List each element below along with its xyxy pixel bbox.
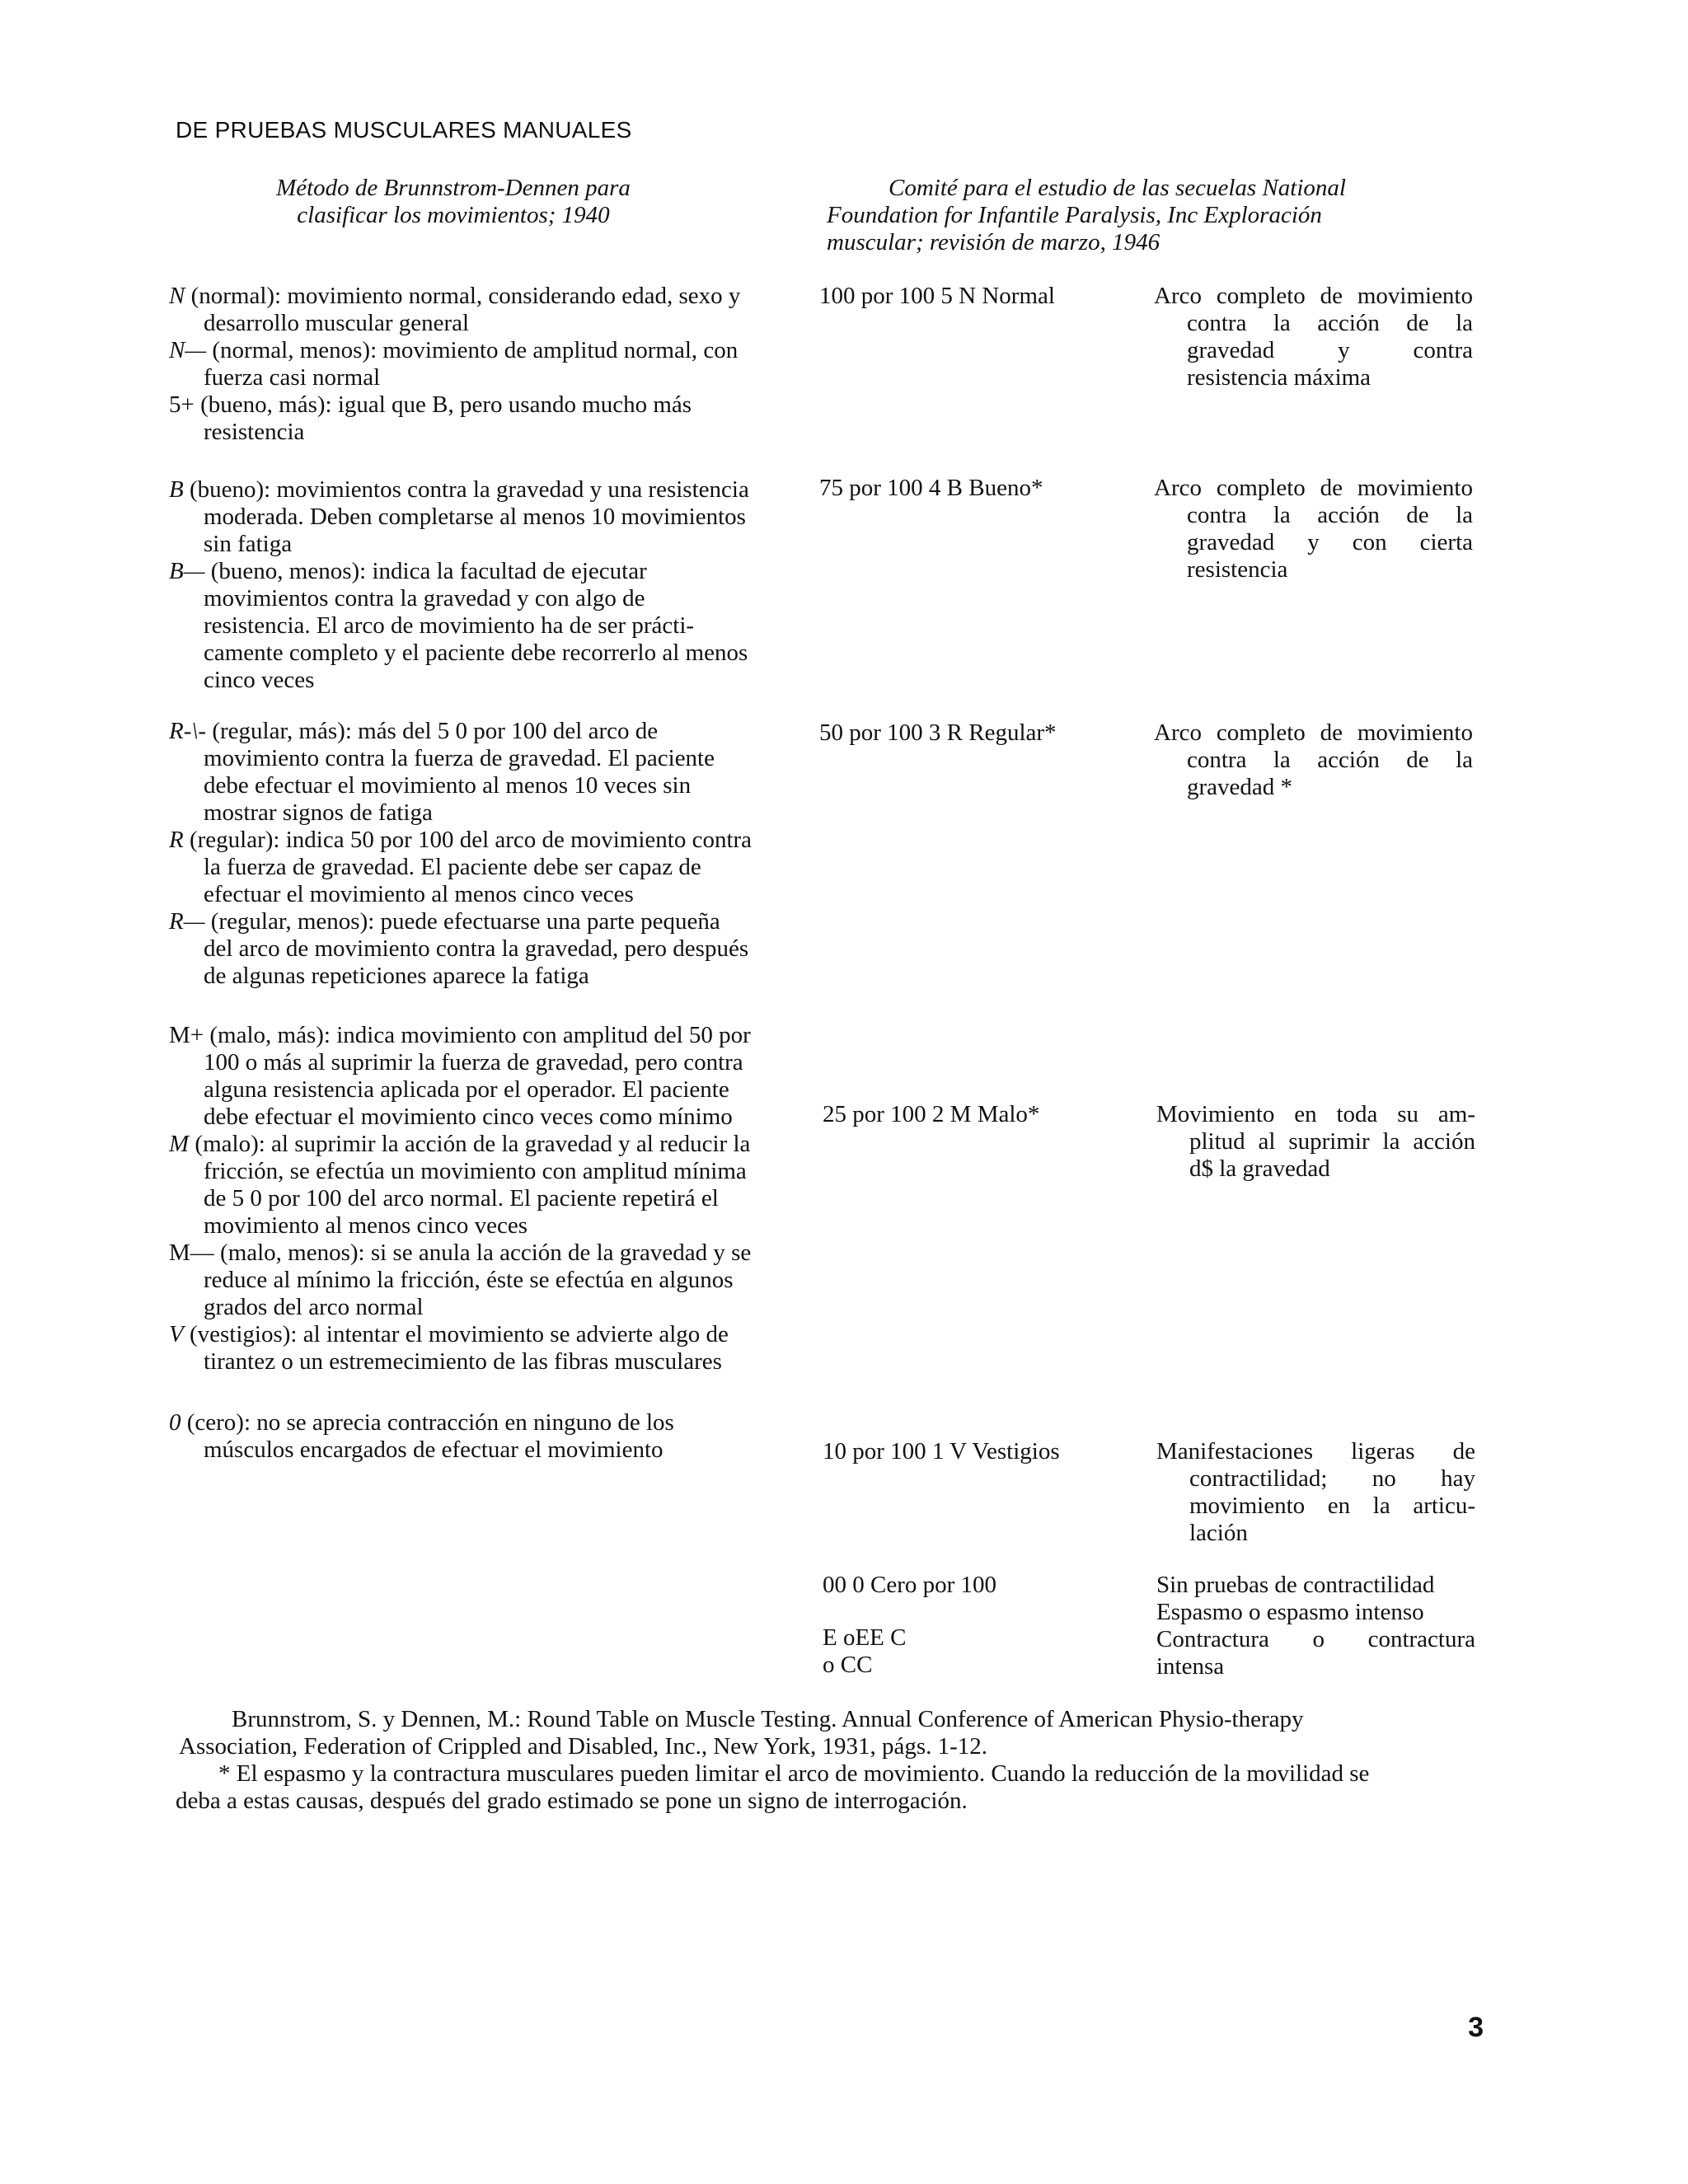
grade-symbol: R-\- [169, 718, 207, 744]
description-line: Espasmo o espasmo intenso [1156, 1599, 1424, 1625]
grade-description [1156, 1626, 1475, 1680]
definition-text: cinco veces [204, 667, 315, 693]
description-line: lación [1189, 1520, 1248, 1546]
grade-definition [169, 283, 781, 446]
definition-text: (normal): movimiento normal, considerando edad, sexo y [185, 283, 741, 309]
definition-line [169, 612, 781, 640]
definition-text: desarrollo muscular general [204, 310, 470, 336]
description-line: Movimiento en toda su am- [1156, 1101, 1475, 1127]
definition-text: movimiento contra la fuerza de gravedad. El paciente [204, 745, 715, 771]
footnote-asterisk: deba a estas causas, después del grado estimado se pone un signo de interrogación. [176, 1788, 968, 1814]
grade-label: 25 por 100 2 M Malo* [823, 1101, 1040, 1127]
definition-line [169, 854, 781, 881]
description-line: resistencia máxima [1187, 364, 1372, 391]
description-line: Arco completo de movimiento [1154, 475, 1473, 501]
definition-line [169, 772, 781, 799]
description-line: gravedad y contra [1187, 337, 1473, 363]
footnote-reference: Brunnstrom, S. y Dennen, M.: Round Table on Muscle Testing. Annual Conference of American Physio-therapy [232, 1706, 1304, 1732]
definition-text: 100 o más al suprimir la fuerza de gravedad, pero contra [204, 1049, 743, 1076]
grade-description [1154, 719, 1473, 801]
definition-text: (bueno): movimientos contra la gravedad y una resistencia [183, 476, 749, 503]
definition-text: del arco de movimiento contra la gravedad, pero después [204, 935, 749, 962]
description-line: gravedad y con cierta [1187, 529, 1473, 555]
description-line: contractilidad; no hay [1189, 1465, 1475, 1492]
right-column-title-line: Comité para el estudio de las secuelas National [889, 175, 1346, 201]
description-line: Contractura o contractura [1156, 1626, 1475, 1652]
definition-line [169, 531, 781, 558]
definition-line [169, 718, 781, 745]
definition-text: (vestigios): al intentar el movimiento se advierte algo de [183, 1321, 729, 1347]
description-line: resistencia [1187, 556, 1288, 583]
description-line: intensa [1156, 1653, 1225, 1680]
definition-line [169, 1185, 781, 1212]
grade-definition [169, 718, 781, 990]
footnote-reference: Association, Federation of Crippled and Disabled, Inc., New York, 1931, págs. 1-12. [179, 1733, 988, 1760]
definition-line [169, 1267, 781, 1294]
definition-text: movimiento al menos cinco veces [204, 1212, 528, 1239]
definition-text: (normal, menos): movimiento de amplitud normal, con [206, 337, 738, 363]
definition-line [169, 667, 781, 694]
description-line: d$ la gravedad [1189, 1155, 1330, 1182]
definition-text: (regular, más): más del 5 0 por 100 del arco de [206, 718, 659, 744]
definition-text: alguna resistencia aplicada por el operador. El paciente [204, 1076, 729, 1103]
definition-line [169, 745, 781, 772]
grade-definition [169, 1409, 781, 1464]
definition-text: M+ (malo, más): indica movimiento con amplitud del 50 por [169, 1022, 751, 1048]
grade-symbol: B— [169, 558, 205, 584]
grade-description [1154, 283, 1473, 391]
definition-text: movimientos contra la gravedad y con algo de [204, 585, 645, 612]
definition-line [169, 585, 781, 612]
definition-text: de 5 0 por 100 del arco normal. El paciente repetirá el [204, 1185, 719, 1212]
definition-line [169, 364, 781, 391]
description-line: plitud al suprimir la acción [1189, 1128, 1475, 1155]
grade-symbol: R— [169, 908, 205, 935]
definition-line [169, 799, 781, 827]
description-line: contra la acción de la [1187, 502, 1473, 528]
grade-label: 100 por 100 5 N Normal [819, 283, 1055, 309]
definition-line [169, 827, 781, 854]
description-line: Manifestaciones ligeras de [1156, 1438, 1475, 1465]
definition-text: (cero): no se aprecia contracción en ninguno de los [181, 1409, 674, 1436]
definition-line [169, 504, 781, 531]
definition-text: tirantez o un estremecimiento de las fibras musculares [204, 1348, 722, 1375]
page-number: 3 [1468, 2012, 1484, 2043]
grade-label: 50 por 100 3 R Regular* [819, 719, 1057, 746]
grade-label [823, 1624, 907, 1679]
definition-line [169, 1321, 781, 1348]
definition-line [169, 391, 781, 419]
right-column-title [827, 175, 1404, 256]
grade-definition [169, 1022, 781, 1376]
grade-label-line: o CC [823, 1652, 873, 1678]
definition-text: M— (malo, menos): si se anula la acción de la gravedad y se [169, 1240, 752, 1266]
grade-definition [169, 476, 781, 694]
definition-line [169, 1158, 781, 1185]
definition-text: fuerza casi normal [204, 364, 381, 391]
description-line: gravedad * [1187, 774, 1293, 800]
grade-symbol: N— [169, 337, 207, 363]
grade-symbol: N [169, 283, 185, 309]
right-column-title-line: muscular; revisión de marzo, 1946 [827, 229, 1160, 255]
footnote-asterisk: * El espasmo y la contractura musculares pueden limitar el arco de movimiento. Cuando la reducción de la movilidad se [218, 1760, 1370, 1787]
grade-symbol: R [169, 827, 184, 853]
definition-text: moderada. Deben completarse al menos 10 movimientos [204, 504, 746, 530]
definition-line [169, 963, 781, 990]
definition-text: (malo): al suprimir la acción de la gravedad y al reducir la [189, 1131, 751, 1157]
definition-line [169, 1104, 781, 1131]
definition-text: mostrar signos de fatiga [204, 799, 433, 826]
definition-text: músculos encargados de efectuar el movimiento [204, 1436, 663, 1463]
definition-text: de algunas repeticiones aparece la fatiga [204, 963, 589, 989]
definition-line [169, 310, 781, 337]
description-line: contra la acción de la [1187, 747, 1473, 773]
grade-symbol: 0 [169, 1409, 181, 1436]
definition-text: resistencia. El arco de movimiento ha de ser prácti- [204, 612, 695, 639]
grade-symbol: M [169, 1131, 190, 1157]
definition-line [169, 1409, 781, 1436]
left-column-title-line: Método de Brunnstrom-Dennen para [276, 175, 631, 201]
definition-line [169, 419, 781, 446]
description-line: Arco completo de movimiento [1154, 283, 1473, 309]
description-line: Sin pruebas de contractilidad [1156, 1572, 1435, 1598]
grade-symbol: B [169, 476, 184, 503]
definition-line [169, 1294, 781, 1321]
footnotes [176, 1706, 1461, 1815]
grade-label: 75 por 100 4 B Bueno* [819, 475, 1043, 501]
definition-line [169, 558, 781, 585]
definition-text: grados del arco normal [204, 1294, 424, 1320]
definition-text: (bueno, menos): indica la facultad de ejecutar [204, 558, 647, 584]
definition-line [169, 1022, 781, 1049]
description-line: contra la acción de la [1187, 310, 1473, 336]
definition-text: 5+ (bueno, más): igual que B, pero usando mucho más [169, 391, 692, 418]
grade-label: 10 por 100 1 V Vestigios [823, 1438, 1060, 1465]
description-line: movimiento en la articu- [1189, 1493, 1475, 1519]
definition-text: debe efectuar el movimiento cinco veces como mínimo [204, 1104, 733, 1130]
grade-label: 00 0 Cero por 100 [823, 1572, 997, 1598]
definition-line [169, 1131, 781, 1158]
grade-description [1156, 1438, 1475, 1547]
grade-label-line: E oEE C [823, 1624, 907, 1651]
definition-text: sin fatiga [204, 531, 293, 557]
definition-line [169, 476, 781, 504]
definition-text: (regular, menos): puede efectuarse una parte pequeña [204, 908, 720, 935]
definition-line [169, 1076, 781, 1104]
description-line: Arco completo de movimiento [1154, 719, 1473, 746]
definition-text: reduce al mínimo la fricción, éste se efectúa en algunos [204, 1267, 734, 1293]
grade-description [1156, 1572, 1475, 1626]
grade-description [1154, 475, 1473, 583]
grade-description [1156, 1101, 1475, 1183]
definition-line [169, 1240, 781, 1267]
definition-text: efectuar el movimiento al menos cinco veces [204, 881, 634, 907]
definition-text: camente completo y el paciente debe recorrerlo al menos [204, 640, 748, 666]
running-header: DE PRUEBAS MUSCULARES MANUALES [176, 117, 632, 143]
definition-text: resistencia [204, 419, 305, 445]
definition-text: la fuerza de gravedad. El paciente debe ser capaz de [204, 854, 701, 880]
definition-text: fricción, se efectúa un movimiento con amplitud mínima [204, 1158, 747, 1184]
grade-symbol: V [169, 1321, 184, 1347]
definition-line [169, 640, 781, 667]
definition-line [169, 1212, 781, 1240]
definition-line [169, 337, 781, 364]
definition-line [169, 935, 781, 963]
definition-line [169, 1049, 781, 1076]
left-column-title-line: clasificar los movimientos; 1940 [297, 202, 610, 228]
definition-text: (regular): indica 50 por 100 del arco de movimiento contra [183, 827, 753, 853]
definition-line [169, 1436, 781, 1464]
definition-line [169, 1348, 781, 1376]
definition-line [169, 908, 781, 935]
definition-line [169, 283, 781, 310]
definition-line [169, 881, 781, 908]
definition-text: debe efectuar el movimiento al menos 10 veces sin [204, 772, 692, 799]
left-column-title [256, 175, 651, 229]
right-column-title-line: Foundation for Infantile Paralysis, Inc Exploración [827, 202, 1322, 228]
